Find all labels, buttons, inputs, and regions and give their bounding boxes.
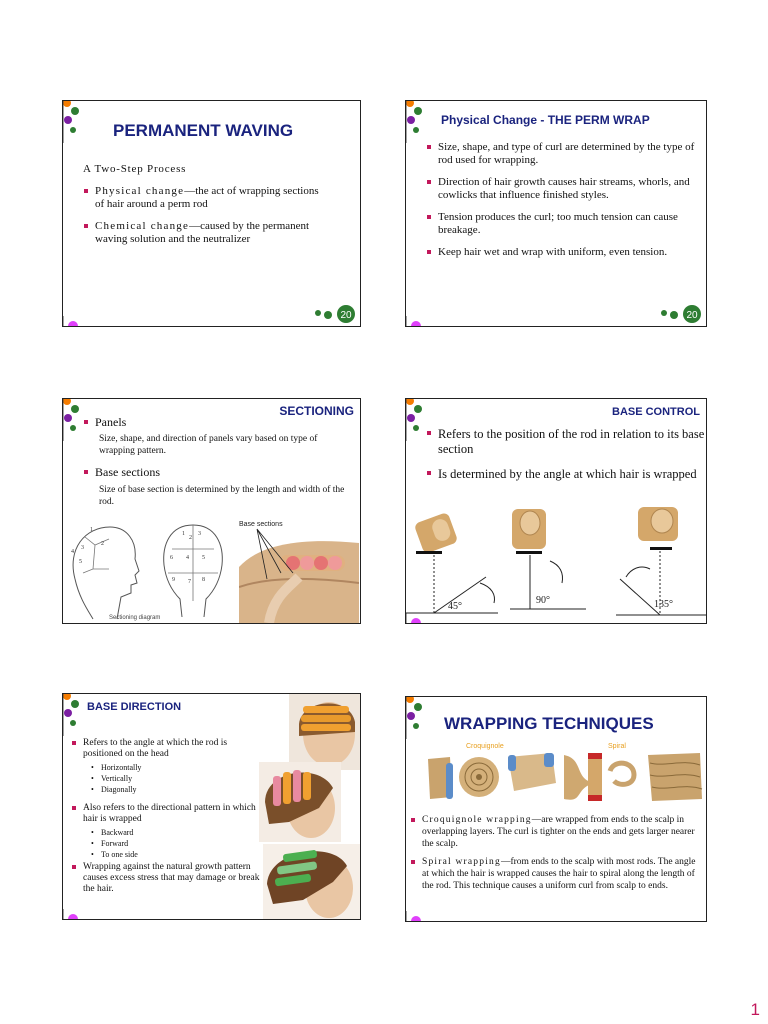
- slide-permanent-waving: [62, 100, 361, 327]
- list-item: Wrapping against the natural growth pattern causes excess stress that may damage or break the hair.: [71, 862, 263, 895]
- bullet-list: [426, 427, 707, 491]
- list-item: Also refers to the directional pattern in which hair is wrapped • Backward • Forward • To one side: [71, 803, 259, 860]
- slide-perm-wrap: [405, 100, 707, 327]
- svg-text:Base sections: Base sections: [239, 521, 283, 528]
- base-sections-photo: [239, 517, 359, 623]
- list-item: Direction of hair growth causes hair streams, whorls, and cowlicks that influence finished styles.: [426, 176, 696, 202]
- svg-text:4: 4: [71, 549, 74, 555]
- list-item: Chemical change—caused by the permanent waving solution and the neutralizer: [83, 220, 328, 246]
- list-item: Refers to the position of the rod in relation to its base section: [426, 427, 707, 457]
- svg-text:135°: 135°: [654, 599, 673, 610]
- flower-decoration-icon: [62, 398, 81, 441]
- list-item: Size, shape, and type of curl are determined by the type of rod used for wrapping.: [426, 141, 696, 167]
- list-item: Croquignole wrapping—are wrapped from ends to the scalp in overlapping layers. The curl is tighter on the ends and gets larger nearer the scalp.: [410, 814, 704, 850]
- sub-item: • Diagonally: [91, 784, 259, 795]
- svg-text:2: 2: [101, 541, 104, 547]
- rod-photo-vertical: [259, 762, 341, 842]
- svg-text:4: 4: [186, 555, 189, 561]
- page-number-badge: [658, 305, 702, 323]
- flower-decoration-icon: [405, 100, 424, 143]
- svg-text:5: 5: [202, 555, 205, 561]
- list-item: Tension produces the curl; too much tension can cause breakage.: [426, 211, 696, 237]
- svg-text:5: 5: [79, 559, 82, 565]
- dot-decoration-icon: [405, 316, 422, 327]
- svg-text:2: 2: [189, 535, 192, 541]
- panels-description: Size, shape, and direction of panels vary based on type of wrapping pattern.: [99, 434, 318, 456]
- slide-title: WRAPPING TECHNIQUES: [444, 714, 654, 733]
- svg-text:90°: 90°: [536, 595, 550, 606]
- dot-decoration-icon: [62, 316, 79, 327]
- head-side-diagram: [65, 519, 145, 623]
- list-item: Is determined by the angle at which hair is wrapped: [426, 467, 707, 482]
- svg-text:3: 3: [198, 531, 201, 537]
- head-back-diagram: [158, 521, 228, 621]
- sub-item: • Vertically: [91, 773, 259, 784]
- page-number-badge: [312, 305, 356, 323]
- slide-title: BASE DIRECTION: [87, 701, 182, 713]
- svg-text:1: 1: [182, 531, 185, 537]
- bullet-list: [83, 416, 353, 431]
- label-spiral: Spiral: [608, 743, 626, 750]
- page-number: 1: [750, 1000, 760, 1019]
- list-item: Keep hair wet and wrap with uniform, even tension.: [426, 246, 696, 259]
- list-item: Refers to the angle at which the rod is positioned on the head • Horizontally • Vertically • Diagonally: [71, 738, 259, 795]
- diagram-caption: Sectioning diagram: [109, 615, 161, 621]
- bullet-list: [71, 738, 259, 895]
- dot-decoration-icon: [62, 909, 79, 920]
- list-item: Physical change—the act of wrapping sections of hair around a perm rod: [83, 185, 328, 211]
- sub-item: • To one side: [91, 849, 259, 860]
- svg-text:7: 7: [188, 579, 191, 585]
- svg-text:20: 20: [686, 310, 698, 321]
- wrapping-illustration: [424, 749, 704, 805]
- slide-title: Physical Change - THE PERM WRAP: [441, 113, 650, 127]
- bullet-list: [83, 185, 328, 255]
- sub-item: • Forward: [91, 838, 259, 849]
- rod-photo-diagonal: [263, 844, 361, 920]
- list-item: Panels: [83, 416, 353, 429]
- rod-photo-horizontal: [289, 694, 361, 770]
- flower-decoration-icon: [62, 100, 81, 143]
- bullet-list: [410, 814, 704, 901]
- svg-text:20: 20: [340, 310, 352, 321]
- svg-text:3: 3: [81, 545, 84, 551]
- slide-subtitle: A Two-Step Process: [83, 163, 187, 175]
- svg-text:8: 8: [202, 577, 205, 583]
- slide-title: SECTIONING: [279, 404, 354, 418]
- bullet-list: [83, 466, 353, 481]
- list-item: Base sections: [83, 466, 353, 479]
- flower-decoration-icon: [405, 696, 424, 739]
- bullet-list: [426, 141, 696, 268]
- list-item: Spiral wrapping—from ends to the scalp with most rods. The angle at which the hair is wrapped causes the hair to spiral along the length of the rod. This technique causes a uniform curl from scalp to ends.: [410, 856, 704, 892]
- sub-item: • Backward: [91, 827, 259, 838]
- slide-wrapping-techniques: [405, 696, 707, 922]
- base-control-diagram: [406, 507, 706, 623]
- dot-decoration-icon: [405, 911, 422, 922]
- svg-text:6: 6: [170, 555, 173, 561]
- label-croquignole: Croquignole: [466, 743, 504, 750]
- slide-title: PERMANENT WAVING: [113, 121, 294, 140]
- sub-item: • Horizontally: [91, 762, 259, 773]
- slide-base-control: [405, 398, 707, 624]
- svg-text:45°: 45°: [448, 601, 462, 612]
- base-sections-description: Size of base section is determined by the length and width of the rod.: [99, 485, 345, 507]
- slide-sectioning: [62, 398, 361, 624]
- svg-text:1: 1: [90, 527, 93, 533]
- slide-base-direction: [62, 693, 361, 920]
- flower-decoration-icon: [405, 398, 424, 441]
- svg-text:9: 9: [172, 577, 175, 583]
- flower-decoration-icon: [62, 693, 81, 736]
- slide-title: BASE CONTROL: [612, 406, 700, 418]
